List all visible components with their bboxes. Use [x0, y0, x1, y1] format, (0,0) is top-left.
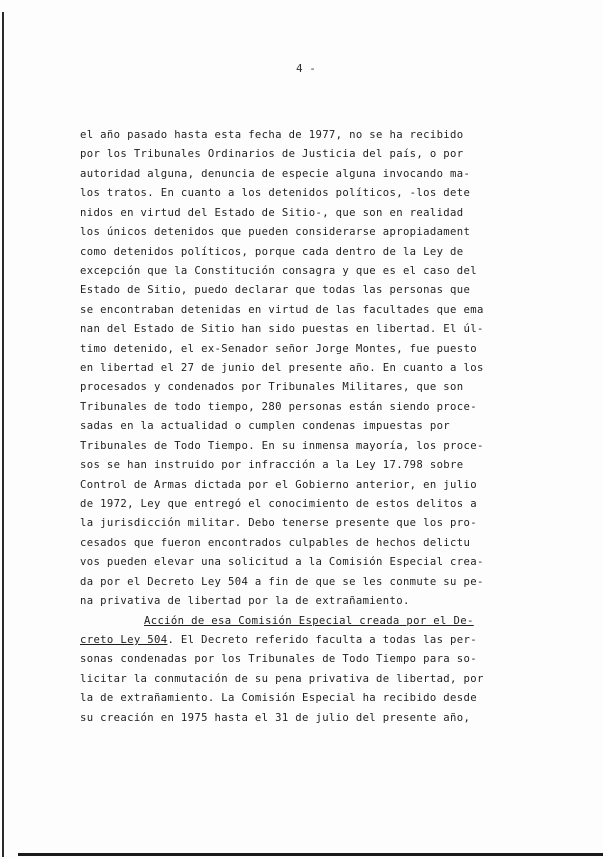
text-line: sos se han instruido por infracción a la Ley 17.798 sobre	[80, 459, 464, 472]
text-line: la de extrañamiento. La Comisión Especial ha recibido desde	[80, 692, 477, 705]
text-line: en libertad el 27 de junio del presente año. En cuanto a los	[80, 362, 484, 375]
text-line: na privativa de libertad por la de extrañamiento.	[80, 595, 410, 608]
text-line: Tribunales de Todo Tiempo. En su inmensa mayoría, los proce-	[80, 439, 484, 452]
text-line: de 1972, Ley que entregó el conocimiento de estos delitos a	[80, 498, 477, 511]
text-line: su creación en 1975 hasta el 31 de julio del presente año,	[80, 711, 471, 724]
text-line: sonas condenadas por los Tribunales de Todo Tiempo para so-	[80, 653, 477, 666]
text-line: cesados que fueron encontrados culpables de hechos delictu	[80, 536, 471, 549]
section-heading-line: Acción de esa Comisión Especial creada por el De-	[144, 614, 474, 627]
text-line: licitar la conmutación de su pena privativa de libertad, por	[80, 672, 484, 685]
text-line: nan del Estado de Sitio han sido puestas en libertad. El úl-	[80, 323, 484, 336]
text-line: Tribunales de todo tiempo, 280 personas están siendo proce-	[80, 400, 477, 413]
page-left-edge	[2, 12, 4, 857]
heading-continuation-text: . El Decreto referido faculta a todas las per-	[167, 633, 477, 646]
text-line: procesados y condenados por Tribunales Militares, que son	[80, 381, 464, 394]
text-line: da por el Decreto Ley 504 a fin de que se les conmute su pe-	[80, 575, 484, 588]
text-line: autoridad alguna, denuncia de especie alguna invocando ma-	[80, 167, 471, 180]
text-line: timo detenido, el ex-Senador señor Jorge Montes, fue puesto	[80, 342, 477, 355]
section-heading-continuation	[80, 631, 520, 650]
text-line: los únicos detenidos que pueden considerarse apropiadament	[80, 226, 471, 239]
text-line: vos pueden elevar una solicitud a la Comisión Especial crea-	[80, 556, 484, 569]
page-bottom-edge	[18, 853, 603, 856]
text-line: sadas en la actualidad o cumplen condenas impuestas por	[80, 420, 451, 433]
text-line: el año pasado hasta esta fecha de 1977, no se ha recibido	[80, 129, 464, 141]
text-line: como detenidos políticos, porque cada dentro de la Ley de	[80, 245, 464, 258]
text-line: la jurisdicción militar. Debo tenerse presente que los pro-	[80, 517, 477, 530]
text-line: Control de Armas dictada por el Gobierno anterior, en julio	[80, 478, 477, 491]
heading-underlined-fragment: creto Ley 504	[80, 633, 168, 646]
page-number: 4 -	[296, 62, 316, 75]
text-line: Estado de Sitio, puedo declarar que todas las personas que	[80, 284, 471, 297]
text-line: los tratos. En cuanto a los detenidos políticos, -los dete	[80, 187, 471, 200]
text-line: nidos en virtud del Estado de Sitio-, que son en realidad	[80, 206, 464, 219]
text-line: por los Tribunales Ordinarios de Justicia del país, o por	[80, 148, 464, 161]
body-text	[80, 126, 520, 728]
text-line: excepción que la Constitución consagra y que es el caso del	[80, 264, 477, 277]
text-line: se encontraban detenidas en virtud de las facultades que ema	[80, 303, 484, 316]
